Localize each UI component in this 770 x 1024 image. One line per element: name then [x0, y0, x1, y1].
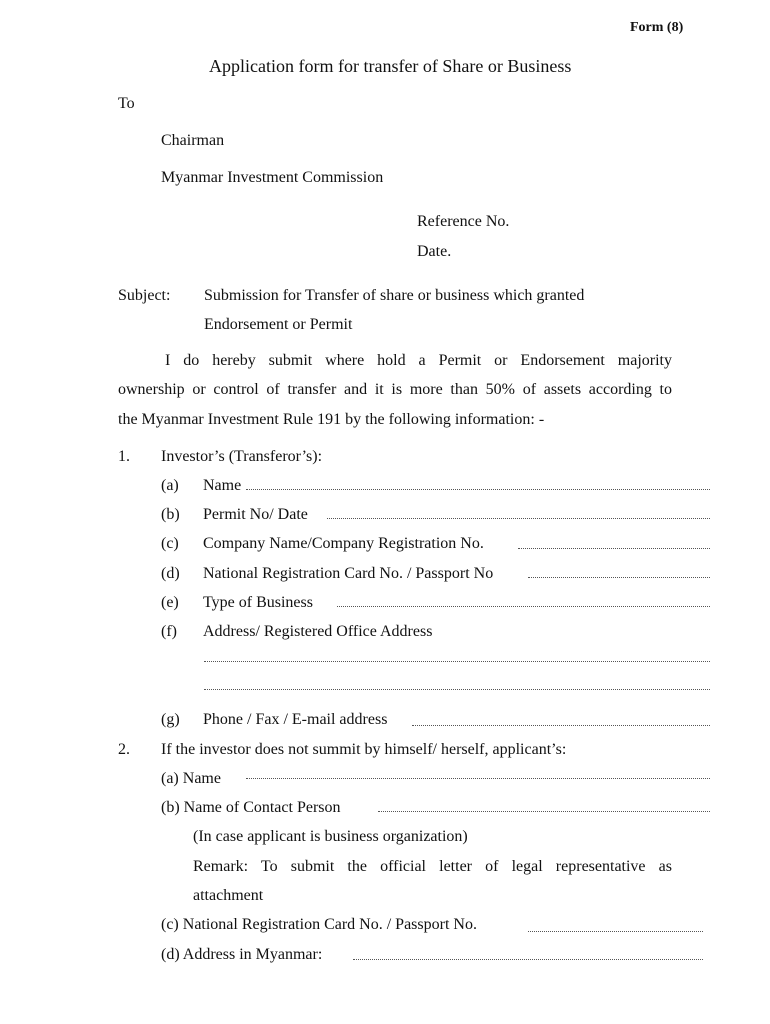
item-letter: (c)	[161, 535, 179, 552]
section-1-number: 1.	[118, 448, 130, 465]
company-registration-label: Company Name/Company Registration No.	[203, 535, 484, 552]
myanmar-address-field[interactable]	[353, 959, 703, 960]
intro-line-1: I do hereby submit where hold a Permit or Endorsement majority	[165, 352, 672, 369]
subject-line-1: Submission for Transfer of share or business which granted	[204, 287, 585, 304]
address-field-line-1[interactable]	[204, 661, 710, 662]
to-label: To	[118, 95, 135, 112]
contact-person-label: (b) Name of Contact Person	[161, 799, 341, 816]
item-letter: (f)	[161, 623, 177, 640]
investor-name-field[interactable]	[246, 489, 710, 490]
investor-name-label: Name	[203, 477, 242, 494]
subject-line-2: Endorsement or Permit	[204, 316, 353, 333]
nrc-passport-label: National Registration Card No. / Passport No	[203, 565, 494, 582]
contact-details-field[interactable]	[412, 725, 710, 726]
applicant-nrc-field[interactable]	[528, 931, 703, 932]
subject-label: Subject:	[118, 287, 171, 304]
section-2-number: 2.	[118, 741, 130, 758]
intro-line-3: the Myanmar Investment Rule 191 by the following information: -	[118, 411, 545, 428]
applicant-name-label: (a) Name	[161, 770, 221, 787]
business-type-label: Type of Business	[203, 594, 313, 611]
business-type-field[interactable]	[337, 606, 710, 607]
applicant-nrc-label: (c) National Registration Card No. / Passport No.	[161, 916, 477, 933]
addressee-chairman: Chairman	[161, 132, 225, 149]
section-1-heading: Investor’s (Transferor’s):	[161, 448, 323, 465]
address-label: Address/ Registered Office Address	[203, 623, 433, 640]
address-field-line-2[interactable]	[204, 689, 710, 690]
myanmar-address-label: (d) Address in Myanmar:	[161, 946, 323, 963]
form-number: Form (8)	[630, 20, 684, 35]
item-letter: (e)	[161, 594, 179, 611]
intro-line-2: ownership or control of transfer and it is more than 50% of assets according to	[118, 381, 672, 398]
date-label: Date.	[417, 243, 452, 260]
contact-person-field[interactable]	[378, 811, 710, 812]
reference-no-label: Reference No.	[417, 213, 510, 230]
nrc-passport-field[interactable]	[528, 577, 710, 578]
item-letter: (d)	[161, 565, 180, 582]
item-letter: (b)	[161, 506, 180, 523]
business-org-note: (In case applicant is business organization)	[193, 828, 468, 845]
company-registration-field[interactable]	[518, 548, 710, 549]
contact-details-label: Phone / Fax / E-mail address	[203, 711, 388, 728]
permit-date-field[interactable]	[327, 518, 710, 519]
section-2-heading: If the investor does not summit by himself/ herself, applicant’s:	[161, 741, 567, 758]
remark-line-2: attachment	[193, 887, 264, 904]
permit-date-label: Permit No/ Date	[203, 506, 308, 523]
item-letter: (a)	[161, 477, 179, 494]
applicant-name-field[interactable]	[246, 778, 710, 779]
addressee-commission: Myanmar Investment Commission	[161, 169, 384, 186]
remark-line-1: Remark: To submit the official letter of legal representative as	[193, 858, 672, 875]
item-letter: (g)	[161, 711, 180, 728]
page-title: Application form for transfer of Share or Business	[209, 56, 572, 76]
